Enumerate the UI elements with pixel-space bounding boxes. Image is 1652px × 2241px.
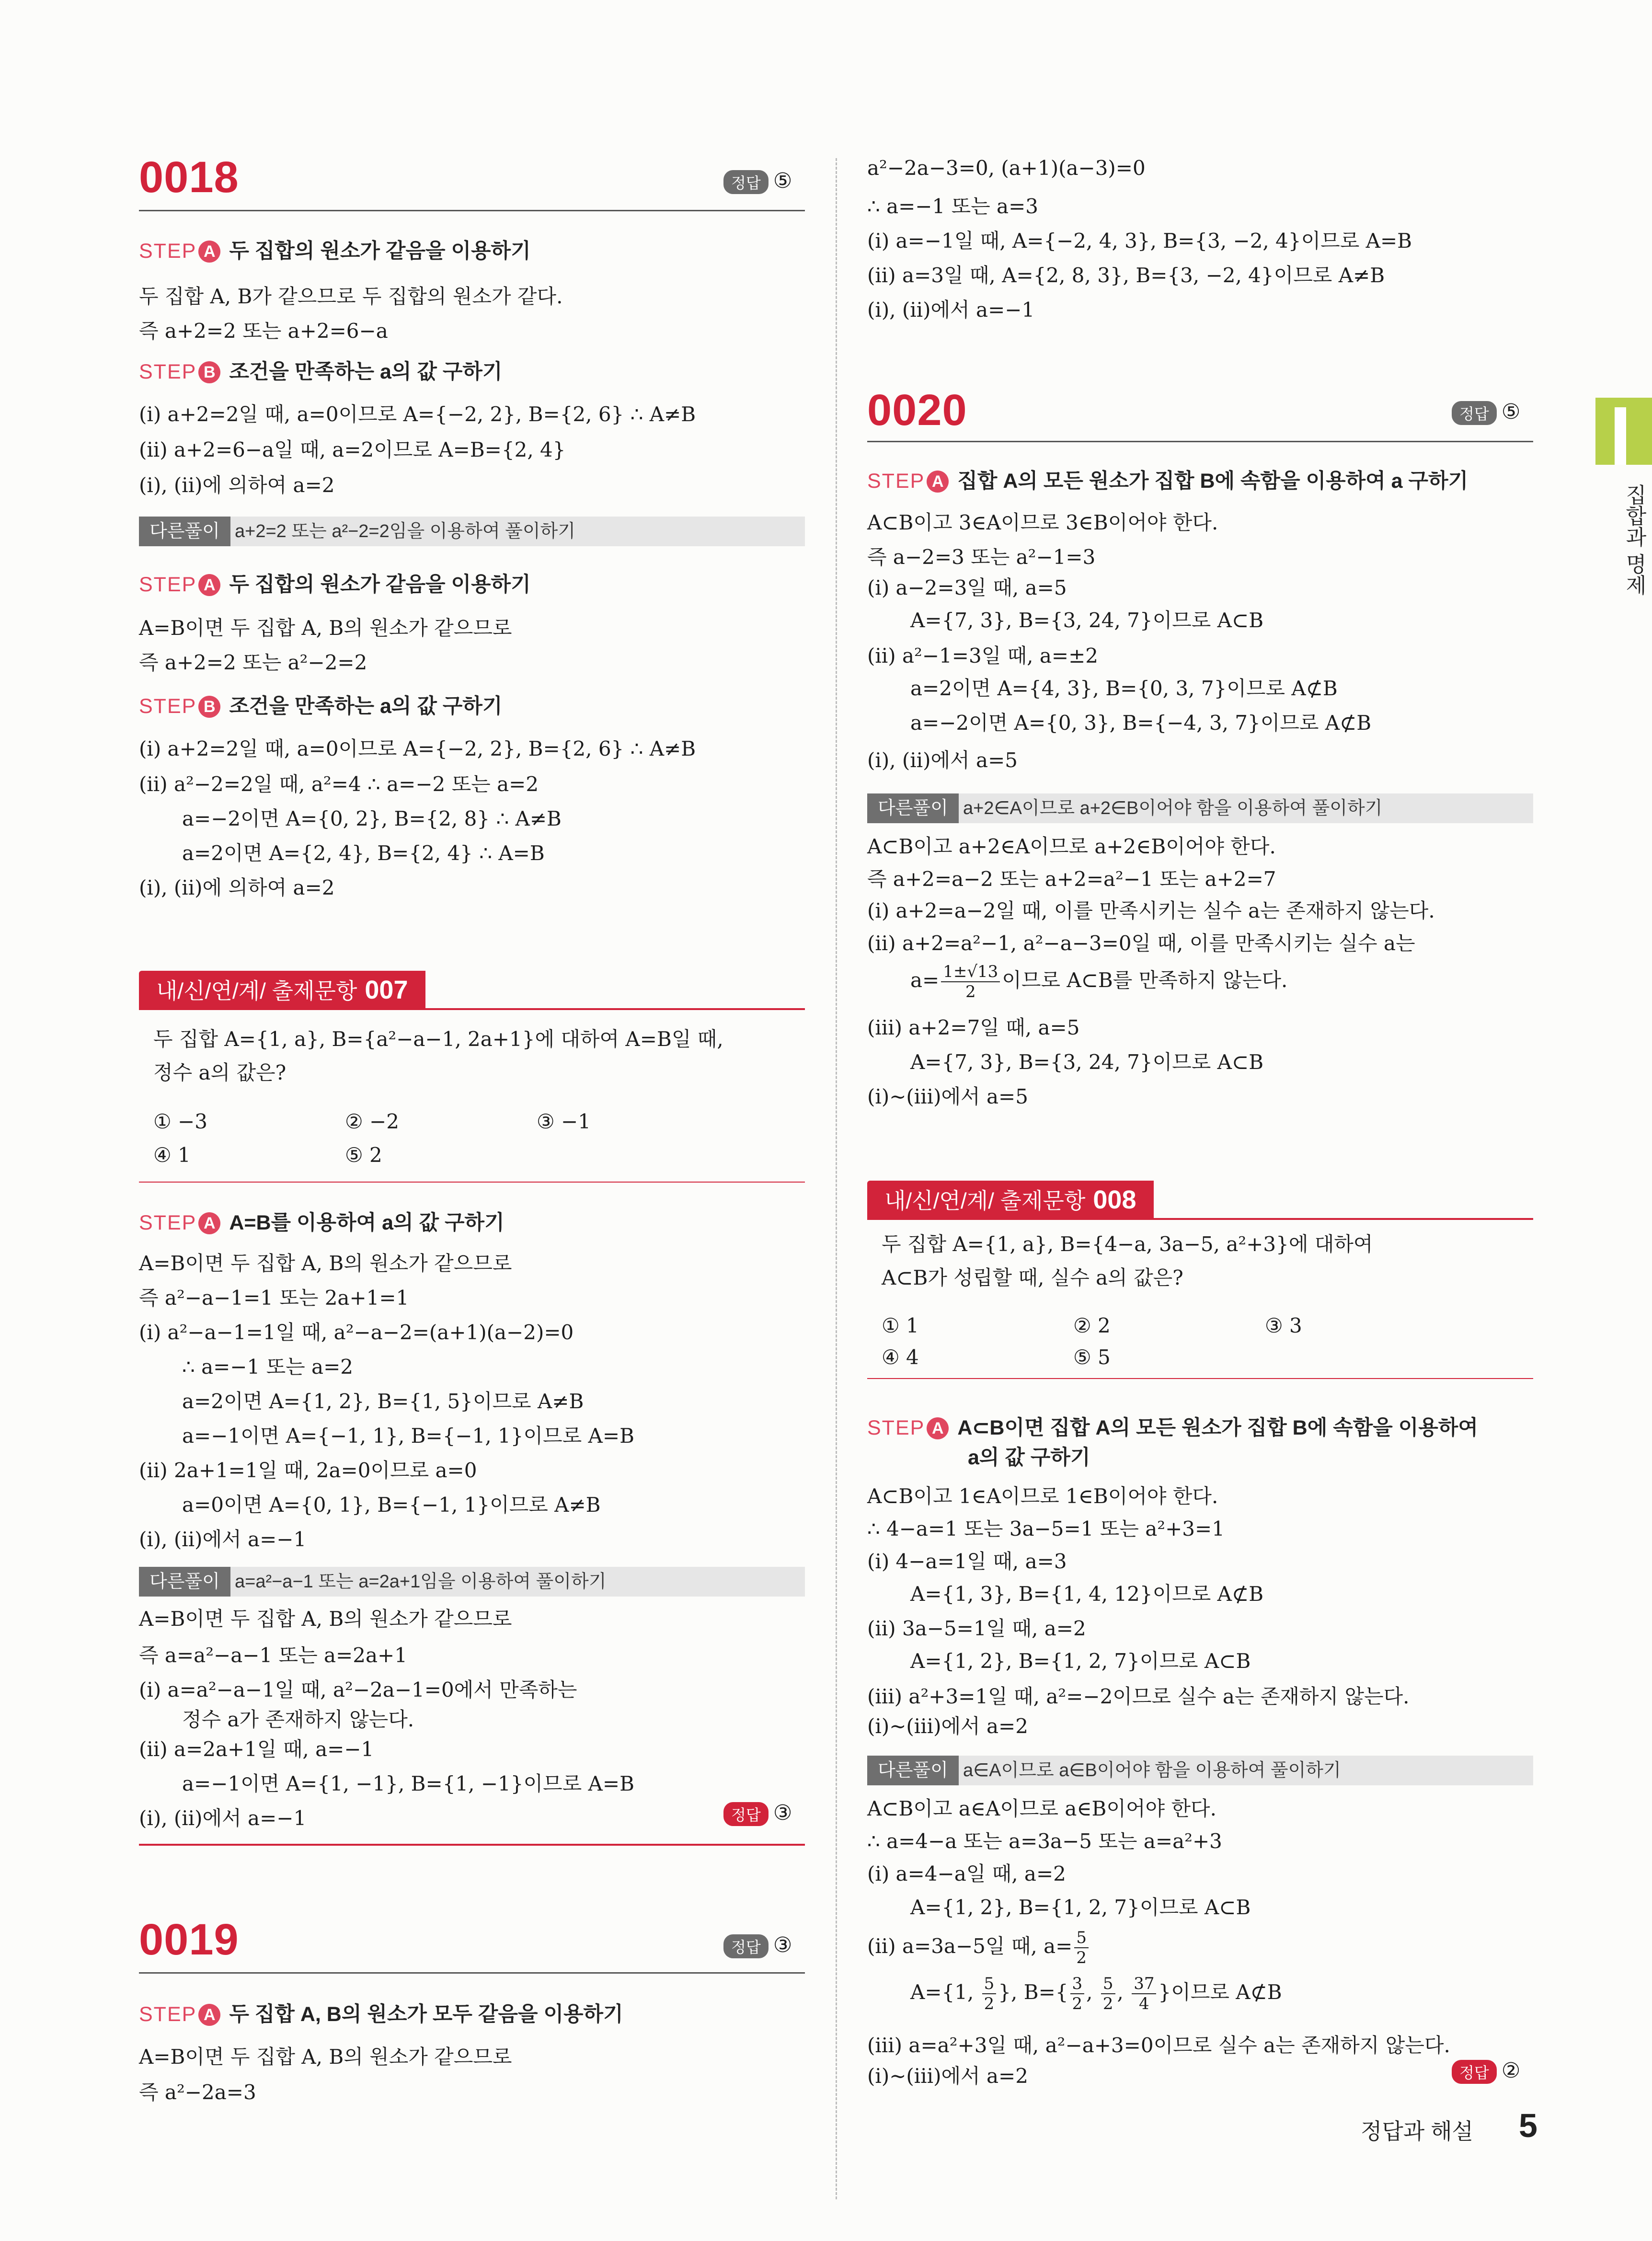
step-a-heading: STEP A A⊂B이면 집합 A의 모든 원소가 집합 B에 속함을 이용하여 bbox=[867, 1416, 1478, 1439]
solution-line: A⊂B이고 3∈A이므로 3∈B이어야 한다. bbox=[867, 511, 1218, 534]
solution-line-fractions: A={1, $\frac{5}{2}$ }, B={ $\frac{3}{2}$ , $\frac{5}{2}$ , $\frac{37}{4}$ }이므로 A⊄B bbox=[910, 1974, 1282, 2013]
solution-line: A⊂B이고 a∈A이므로 a∈B이어야 한다. bbox=[867, 1797, 1216, 1820]
solution-line: a=2이면 A={2, 4}, B={2, 4} ∴ A=B bbox=[182, 841, 545, 865]
alt-solution-bar: 다른풀이 a+2∈A이므로 a+2∈B이어야 함을 이용하여 풀이하기 bbox=[867, 793, 1533, 823]
solution-line: 즉 a²−a−1=1 또는 2a+1=1 bbox=[139, 1286, 409, 1310]
question-line: 두 집합 A={1, a}, B={a²−a−1, 2a+1}에 대하여 A=B일 때, bbox=[153, 1027, 723, 1051]
answer-0018 bbox=[723, 169, 792, 194]
section-end-rule bbox=[139, 1844, 805, 1846]
choice-1[interactable]: ① 1 bbox=[882, 1314, 919, 1337]
solution-line: A=B이면 두 집합 A, B의 원소가 같으므로 bbox=[139, 1607, 512, 1631]
answer-value: ⑤ bbox=[773, 169, 792, 193]
solution-line: (ⅱ) a²−2=2일 때, a²=4 ∴ a=−2 또는 a=2 bbox=[139, 772, 539, 796]
answer-008: 정답 ② bbox=[1452, 2058, 1520, 2084]
solution-line-fraction: (ⅱ) a=3a−5일 때, a= $\frac{5}{2}$ bbox=[867, 1928, 1090, 1967]
step-a-heading: STEP A 두 집합 A, B의 원소가 모두 같음을 이용하기 bbox=[139, 2003, 623, 2026]
step-b-heading: STEP B 조건을 만족하는 a의 값 구하기 bbox=[139, 695, 503, 718]
solution-line: a=0이면 A={0, 1}, B={−1, 1}이므로 A≠B bbox=[182, 1493, 601, 1517]
chapter-tab bbox=[1595, 398, 1652, 465]
choice-5[interactable]: ⑤ 2 bbox=[345, 1143, 382, 1167]
nesin-problem-007 bbox=[139, 971, 805, 1220]
solution-line: ∴ a=−1 또는 a=2 bbox=[182, 1355, 354, 1379]
choice-3[interactable]: ③ −1 bbox=[537, 1110, 591, 1133]
problem-rule bbox=[867, 441, 1533, 442]
solution-line: (ⅱ) a=2a+1일 때, a=−1 bbox=[139, 1737, 374, 1761]
step-a-heading: STEP A A=B를 이용하여 a의 값 구하기 bbox=[139, 1211, 505, 1234]
solution-line: a²−2a−3=0, (a+1)(a−3)=0 bbox=[867, 156, 1146, 180]
question-line: 두 집합 A={1, a}, B={4−a, 3a−5, a²+3}에 대하여 bbox=[882, 1232, 1373, 1256]
answer-tag: 정답 bbox=[723, 170, 769, 194]
solution-line: (ⅰ) 4−a=1일 때, a=3 bbox=[867, 1550, 1067, 1573]
solution-line: (ⅰ), (ⅱ)에서 a=5 bbox=[867, 748, 1018, 772]
alt-solution-bar: 다른풀이 a=a²−a−1 또는 a=2a+1임을 이용하여 풀이하기 bbox=[139, 1567, 805, 1597]
solution-line: a=−2이면 A={0, 2}, B={2, 8} ∴ A≠B bbox=[182, 807, 562, 830]
solution-line: (ⅲ) a+2=7일 때, a=5 bbox=[867, 1016, 1080, 1039]
solution-line: 즉 a²−2a=3 bbox=[139, 2080, 256, 2104]
solution-line: A=B이면 두 집합 A, B의 원소가 같으므로 bbox=[139, 1252, 512, 1275]
solution-line: (ⅰ)~(ⅲ)에서 a=2 bbox=[867, 2064, 1028, 2088]
solution-line: A=B이면 두 집합 A, B의 원소가 같으므로 bbox=[139, 2045, 512, 2069]
solution-line: (ⅰ), (ⅱ)에 의하여 a=2 bbox=[139, 473, 335, 497]
solution-line: 정수 a가 존재하지 않는다. bbox=[182, 1708, 414, 1731]
solution-line: (ⅰ) a+2=2일 때, a=0이므로 A={−2, 2}, B={2, 6} ∴ A≠B bbox=[139, 402, 696, 426]
step-a-heading: STEP A 집합 A의 모든 원소가 집합 B에 속함을 이용하여 a 구하기 bbox=[867, 470, 1468, 493]
solution-line: (ⅰ), (ⅱ)에서 a=−1 bbox=[139, 1806, 307, 1830]
solution-line: (ⅰ)~(ⅲ)에서 a=5 bbox=[867, 1085, 1028, 1108]
solution-line: A={1, 2}, B={1, 2, 7}이므로 A⊂B bbox=[910, 1649, 1251, 1673]
answer-0019: 정답 ③ bbox=[723, 1933, 792, 1958]
nesin-header: 내/신/연/계/ 출제문항 008 bbox=[867, 1181, 1154, 1219]
footer-title: 정답과 해설 bbox=[1361, 2119, 1473, 2144]
solution-line: 즉 a+2=2 또는 a+2=6−a bbox=[139, 319, 388, 343]
solution-line: A⊂B이고 a+2∈A이므로 a+2∈B이어야 한다. bbox=[867, 835, 1276, 858]
solution-line: (ⅱ) a=3일 때, A={2, 8, 3}, B={3, −2, 4}이므로 A≠B bbox=[867, 264, 1385, 287]
step-a-heading-cont: a의 값 구하기 bbox=[968, 1446, 1090, 1469]
choice-1[interactable]: ① −3 bbox=[153, 1110, 207, 1133]
solution-line: (ⅰ) a=4−a일 때, a=2 bbox=[867, 1862, 1066, 1885]
problem-number-0018: 0018 bbox=[139, 153, 239, 202]
solution-line: (ⅰ)~(ⅲ)에서 a=2 bbox=[867, 1714, 1028, 1738]
solution-line: (ⅰ), (ⅱ)에 의하여 a=2 bbox=[139, 876, 335, 899]
problem-rule bbox=[139, 1972, 805, 1974]
choice-2[interactable]: ② −2 bbox=[345, 1110, 399, 1133]
solution-line: 즉 a−2=3 또는 a²−1=3 bbox=[867, 545, 1096, 569]
nesin-problem-008 bbox=[867, 1181, 1533, 1382]
solution-line: (ⅰ) a=−1일 때, A={−2, 4, 3}, B={3, −2, 4}이므로 A=B bbox=[867, 229, 1412, 253]
solution-line-fraction: a= $\frac{1\pm√13}{2}$ 이므로 A⊂B를 만족하지 않는다. bbox=[910, 962, 1288, 1001]
column-divider bbox=[836, 158, 837, 2199]
solution-line: ∴ a=4−a 또는 a=3a−5 또는 a=a²+3 bbox=[867, 1829, 1222, 1853]
solution-line: a=2이면 A={1, 2}, B={1, 5}이므로 A≠B bbox=[182, 1390, 584, 1413]
solution-line: A={1, 3}, B={1, 4, 12}이므로 A⊄B bbox=[910, 1582, 1264, 1606]
solution-line: 즉 a=a²−a−1 또는 a=2a+1 bbox=[139, 1643, 407, 1667]
alt-solution-bar: 다른풀이 a+2=2 또는 a²−2=2임을 이용하여 풀이하기 bbox=[139, 517, 805, 546]
solution-line: (ⅰ) a=a²−a−1일 때, a²−2a−1=0에서 만족하는 bbox=[139, 1678, 577, 1701]
question-line: 정수 a의 값은? bbox=[153, 1061, 287, 1084]
choice-2[interactable]: ② 2 bbox=[1073, 1314, 1111, 1337]
solution-line: (ⅱ) a+2=6−a일 때, a=2이므로 A=B={2, 4} bbox=[139, 438, 566, 461]
solution-line: A⊂B이고 1∈A이므로 1∈B이어야 한다. bbox=[867, 1484, 1218, 1508]
solution-line: a=−1이면 A={1, −1}, B={1, −1}이므로 A=B bbox=[182, 1772, 634, 1795]
step-a-heading: STEP A 두 집합의 원소가 같음을 이용하기 bbox=[139, 573, 531, 596]
solution-line: A=B이면 두 집합 A, B의 원소가 같으므로 bbox=[139, 616, 512, 640]
alt-solution-bar: 다른풀이 a∈A이므로 a∈B이어야 함을 이용하여 풀이하기 bbox=[867, 1756, 1533, 1785]
choice-5[interactable]: ⑤ 5 bbox=[1073, 1345, 1111, 1369]
choice-4[interactable]: ④ 1 bbox=[153, 1143, 191, 1167]
solution-line: (ⅰ) a+2=a−2일 때, 이를 만족시키는 실수 a는 존재하지 않는다. bbox=[867, 899, 1435, 922]
solution-line: A={1, 2}, B={1, 2, 7}이므로 A⊂B bbox=[910, 1896, 1251, 1919]
solution-line: ∴ a=−1 또는 a=3 bbox=[867, 195, 1039, 218]
solution-line: A={7, 3}, B={3, 24, 7}이므로 A⊂B bbox=[910, 1050, 1264, 1074]
step-b-heading: STEP B 조건을 만족하는 a의 값 구하기 bbox=[139, 360, 503, 383]
solution-line: (ⅱ) a²−1=3일 때, a=±2 bbox=[867, 644, 1099, 667]
solution-line: (ⅲ) a²+3=1일 때, a²=−2이므로 실수 a는 존재하지 않는다. bbox=[867, 1685, 1410, 1708]
solution-line: (ⅰ), (ⅱ)에서 a=−1 bbox=[139, 1528, 307, 1551]
problem-number-0019: 0019 bbox=[139, 1915, 239, 1964]
page-number: 5 bbox=[1519, 2107, 1537, 2144]
chapter-tab-label: 집합과 명제 bbox=[1622, 484, 1646, 596]
solution-line: A={7, 3}, B={3, 24, 7}이므로 A⊂B bbox=[910, 609, 1264, 632]
solution-line: ∴ 4−a=1 또는 3a−5=1 또는 a²+3=1 bbox=[867, 1517, 1225, 1540]
answer-007: 정답 ③ bbox=[723, 1801, 792, 1826]
problem-number-0020: 0020 bbox=[867, 386, 967, 435]
choice-4[interactable]: ④ 4 bbox=[882, 1345, 919, 1369]
question-line: A⊂B가 성립할 때, 실수 a의 값은? bbox=[882, 1266, 1183, 1289]
solution-line: (ⅱ) a+2=a²−1, a²−a−3=0일 때, 이를 만족시키는 실수 a는 bbox=[867, 931, 1415, 955]
answer-0020: 정답 ⑤ bbox=[1452, 400, 1520, 425]
solution-line: a=−1이면 A={−1, 1}, B={−1, 1}이므로 A=B bbox=[182, 1424, 634, 1448]
solution-line: (ⅰ) a−2=3일 때, a=5 bbox=[867, 576, 1067, 599]
problem-rule bbox=[139, 210, 805, 211]
solution-line: (ⅰ) a²−a−1=1일 때, a²−a−2=(a+1)(a−2)=0 bbox=[139, 1321, 574, 1344]
solution-line: (ⅰ), (ⅱ)에서 a=−1 bbox=[867, 298, 1035, 322]
solution-line: (ⅱ) 3a−5=1일 때, a=2 bbox=[867, 1617, 1086, 1640]
solution-line: 즉 a+2=a−2 또는 a+2=a²−1 또는 a+2=7 bbox=[867, 867, 1276, 891]
solution-line: a=2이면 A={4, 3}, B={0, 3, 7}이므로 A⊄B bbox=[910, 677, 1338, 700]
solution-line: (ⅱ) 2a+1=1일 때, 2a=0이므로 a=0 bbox=[139, 1459, 477, 1482]
nesin-header: 내/신/연/계/ 출제문항 007 bbox=[139, 971, 425, 1009]
step-a-heading: STEP A 두 집합의 원소가 같음을 이용하기 bbox=[139, 240, 531, 263]
solution-line: 두 집합 A, B가 같으므로 두 집합의 원소가 같다. bbox=[139, 285, 563, 308]
solution-line: (ⅲ) a=a²+3일 때, a²−a+3=0이므로 실수 a는 존재하지 않는다. bbox=[867, 2034, 1450, 2057]
solution-line: 즉 a+2=2 또는 a²−2=2 bbox=[139, 651, 367, 674]
solution-line: a=−2이면 A={0, 3}, B={−4, 3, 7}이므로 A⊄B bbox=[910, 711, 1372, 735]
choice-3[interactable]: ③ 3 bbox=[1265, 1314, 1302, 1337]
solution-line: (ⅰ) a+2=2일 때, a=0이므로 A={−2, 2}, B={2, 6} ∴ A≠B bbox=[139, 737, 696, 760]
